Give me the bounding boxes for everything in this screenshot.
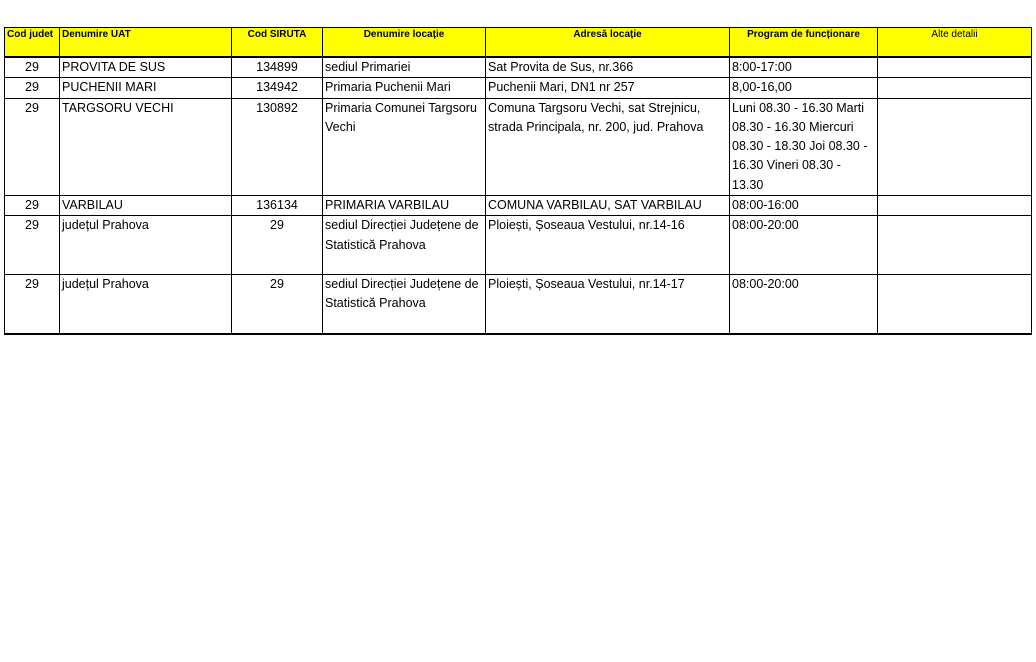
table-row (5, 196, 1032, 216)
header-row (5, 28, 1032, 58)
cell-program: 08:00-16:00 (730, 196, 878, 216)
cell-uat: județul Prahova (60, 216, 232, 275)
cell-locatie: sediul Primariei (323, 57, 486, 78)
cell-siruta: 134942 (232, 78, 323, 98)
cell-siruta: 134899 (232, 57, 323, 78)
cell-program: 08:00-20:00 (730, 216, 878, 275)
table-row (5, 98, 1032, 195)
header-alte-detalii: Alte detalii (878, 28, 1032, 58)
cell-uat: PUCHENII MARI (60, 78, 232, 98)
cell-detalii (878, 57, 1032, 78)
table-row (5, 216, 1032, 275)
cell-locatie: Primaria Puchenii Mari (323, 78, 486, 98)
table-row (5, 57, 1032, 78)
cell-program: 8,00-16,00 (730, 78, 878, 98)
cell-detalii (878, 196, 1032, 216)
cell-uat: județul Prahova (60, 274, 232, 333)
cell-adresa: Ploiești, Șoseaua Vestului, nr.14-17 (486, 274, 730, 333)
cell-detalii (878, 78, 1032, 98)
header-cod-judet: Cod judet (5, 28, 60, 58)
cell-cod-judet: 29 (5, 196, 60, 216)
cell-adresa: COMUNA VARBILAU, SAT VARBILAU (486, 196, 730, 216)
cell-locatie: sediul Direcției Județene de Statistică Prahova (323, 274, 486, 333)
cell-adresa: Sat Provita de Sus, nr.366 (486, 57, 730, 78)
locations-table (4, 27, 1032, 335)
cell-locatie: sediul Direcției Județene de Statistică Prahova (323, 216, 486, 275)
header-denumire-uat: Denumire UAT (60, 28, 232, 58)
cell-detalii (878, 274, 1032, 333)
cell-cod-judet: 29 (5, 57, 60, 78)
cell-program: 08:00-20:00 (730, 274, 878, 333)
cell-locatie: PRIMARIA VARBILAU (323, 196, 486, 216)
cell-locatie: Primaria Comunei Targsoru Vechi (323, 98, 486, 195)
cell-cod-judet: 29 (5, 216, 60, 275)
cell-siruta: 29 (232, 274, 323, 333)
cell-cod-judet: 29 (5, 274, 60, 333)
header-adresa-locatie: Adresă locație (486, 28, 730, 58)
table-row (5, 78, 1032, 98)
cell-siruta: 29 (232, 216, 323, 275)
cell-program: Luni 08.30 - 16.30 Marti 08.30 - 16.30 Miercuri 08.30 - 18.30 Joi 08.30 - 16.30 Vineri 08.30 - 13.30 (730, 98, 878, 195)
cell-uat: PROVITA DE SUS (60, 57, 232, 78)
cell-uat: TARGSORU VECHI (60, 98, 232, 195)
header-denumire-locatie: Denumire locație (323, 28, 486, 58)
header-cod-siruta: Cod SIRUTA (232, 28, 323, 58)
cell-cod-judet: 29 (5, 78, 60, 98)
cell-adresa: Ploiești, Șoseaua Vestului, nr.14-16 (486, 216, 730, 275)
cell-detalii (878, 98, 1032, 195)
header-program: Program de funcționare (730, 28, 878, 58)
cell-uat: VARBILAU (60, 196, 232, 216)
table-row (5, 274, 1032, 333)
cell-detalii (878, 216, 1032, 275)
cell-siruta: 130892 (232, 98, 323, 195)
cell-adresa: Puchenii Mari, DN1 nr 257 (486, 78, 730, 98)
cell-adresa: Comuna Targsoru Vechi, sat Strejnicu, strada Principala, nr. 200, jud. Prahova (486, 98, 730, 195)
cell-cod-judet: 29 (5, 98, 60, 195)
cell-program: 8:00-17:00 (730, 57, 878, 78)
cell-siruta: 136134 (232, 196, 323, 216)
